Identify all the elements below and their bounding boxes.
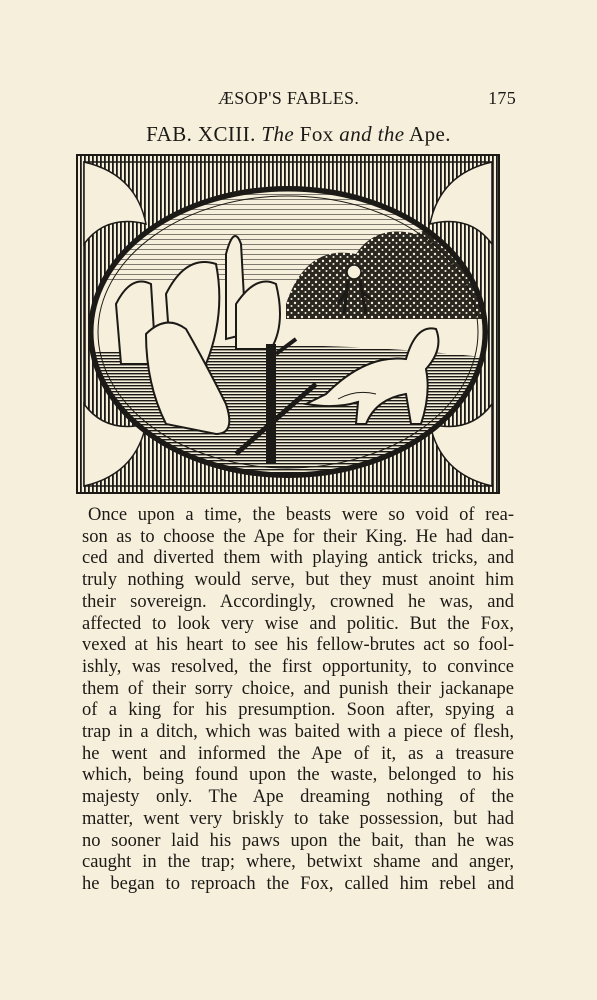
body-line: caught in the trap; where, betwixt shame and anger, xyxy=(82,852,514,873)
body-line: he began to reproach the Fox, called him rebel and xyxy=(82,873,514,894)
body-line: he went and informed the Ape of it, as a treasure xyxy=(82,743,514,764)
body-line: no sooner laid his paws upon the bait, than he was xyxy=(82,830,514,851)
title-word-fox: Fox xyxy=(299,122,334,146)
body-line: them of their sorry choice, and punish their jackanape xyxy=(82,678,514,699)
body-line: their sovereign. Accordingly, crowned he was, and xyxy=(82,591,514,612)
body-line: ishly, was resolved, the first opportunity, to convince xyxy=(82,656,514,677)
woodcut-illustration xyxy=(76,154,500,494)
body-line: son as to choose the Ape for their King. He had dan- xyxy=(82,526,514,547)
fable-title xyxy=(0,122,597,147)
fable-number: FAB. XCIII. xyxy=(146,122,256,146)
body-line: Once upon a time, the beasts were so void of rea- xyxy=(88,505,514,525)
body-line: of a king for his presumption. Soon after, spying a xyxy=(82,700,514,721)
running-title: ÆSOP'S FABLES. xyxy=(218,88,360,108)
body-line: affected to look very wise and politic. But the Fox, xyxy=(82,613,514,634)
body-line: ced and diverted them with playing antick tricks, and xyxy=(82,548,514,569)
body-line: majesty only. The Ape dreaming nothing of the xyxy=(82,787,514,808)
body-line: truly nothing would serve, but they must anoint him xyxy=(82,570,514,591)
page-number: 175 xyxy=(488,88,516,108)
title-word-ape: Ape. xyxy=(409,122,451,146)
body-line: trap in a ditch, which was baited with a piece of flesh, xyxy=(82,722,514,743)
body-line: which, being found upon the waste, belonged to his xyxy=(82,765,514,786)
fable-body xyxy=(82,505,514,896)
title-word-the2: the xyxy=(377,122,405,146)
title-word-and: and xyxy=(339,122,372,146)
body-line: vexed at his heart to see his fellow-brutes act so fool- xyxy=(82,635,514,656)
body-line: matter, went very briskly to take possession, but had xyxy=(82,808,514,829)
title-word-the: The xyxy=(261,122,295,146)
